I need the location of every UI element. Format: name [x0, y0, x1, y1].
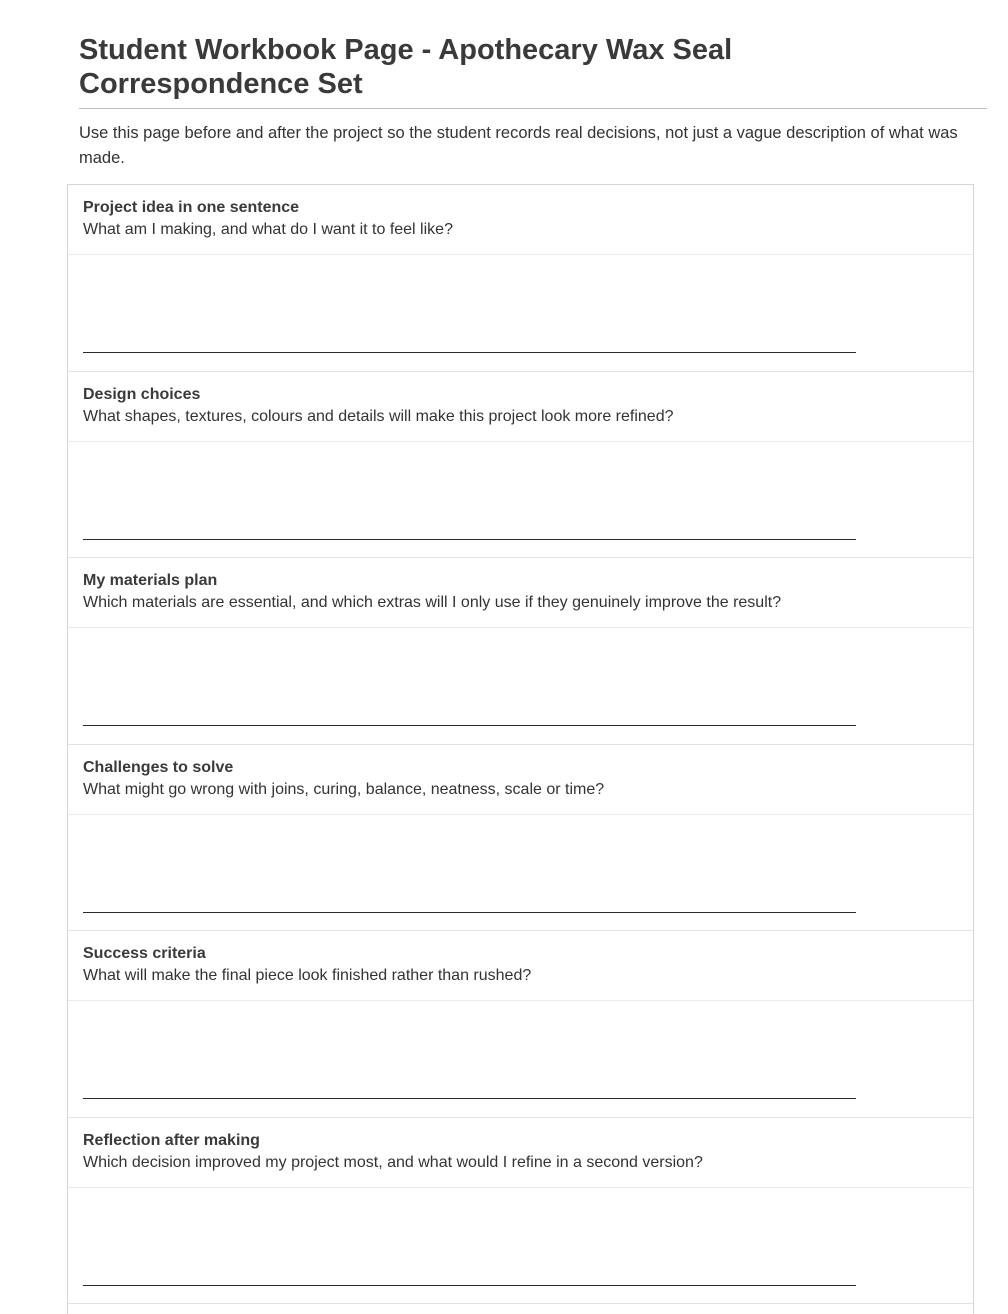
answer-area[interactable] [68, 1001, 973, 1117]
answer-line [83, 725, 856, 726]
section-header [68, 745, 973, 815]
page-title: Student Workbook Page - Apothecary Wax Seal Correspondence Set [79, 34, 733, 100]
section-header [68, 372, 973, 442]
title-divider [79, 108, 987, 109]
section-title: Project idea in one sentence [83, 199, 300, 216]
answer-area[interactable] [68, 255, 973, 371]
workbook-sheet [67, 184, 974, 1314]
section-header [68, 1118, 973, 1188]
section-header [68, 931, 973, 1001]
section-prompt: Which decision improved my project most, and what would I refine in a second version? [83, 1153, 703, 1171]
answer-line [83, 1098, 856, 1099]
answer-line [83, 1285, 856, 1286]
answer-area[interactable] [68, 815, 973, 931]
section-materials-plan [68, 558, 973, 745]
section-prompt: Which materials are essential, and which extras will I only use if they genuinely improve the result? [83, 594, 782, 611]
answer-line [83, 539, 856, 540]
section-project-idea [68, 185, 973, 372]
answer-area[interactable] [68, 628, 973, 744]
answer-area[interactable] [68, 1188, 973, 1304]
section-title: Design choices [83, 385, 201, 403]
intro-text: Use this page before and after the project so the student records real decisions, not just a vague description of what was made. [79, 124, 958, 167]
section-title: Challenges to solve [83, 758, 234, 776]
section-challenges [68, 745, 973, 932]
section-design-choices [68, 372, 973, 559]
section-reflection [68, 1118, 973, 1305]
section-title: Success criteria [83, 945, 206, 962]
section-title: Reflection after making [83, 1131, 260, 1149]
section-prompt: What will make the final piece look finished rather than rushed? [83, 967, 532, 984]
answer-line [83, 912, 856, 913]
section-prompt: What am I making, and what do I want it to feel like? [83, 221, 453, 238]
section-title: My materials plan [83, 572, 218, 589]
answer-area[interactable] [68, 442, 973, 558]
section-prompt: What might go wrong with joins, curing, balance, neatness, scale or time? [83, 780, 605, 798]
section-success-criteria [68, 931, 973, 1118]
section-header [68, 185, 973, 255]
section-prompt: What shapes, textures, colours and details will make this project look more refined? [83, 407, 674, 425]
answer-line [83, 352, 856, 353]
section-header [68, 558, 973, 628]
